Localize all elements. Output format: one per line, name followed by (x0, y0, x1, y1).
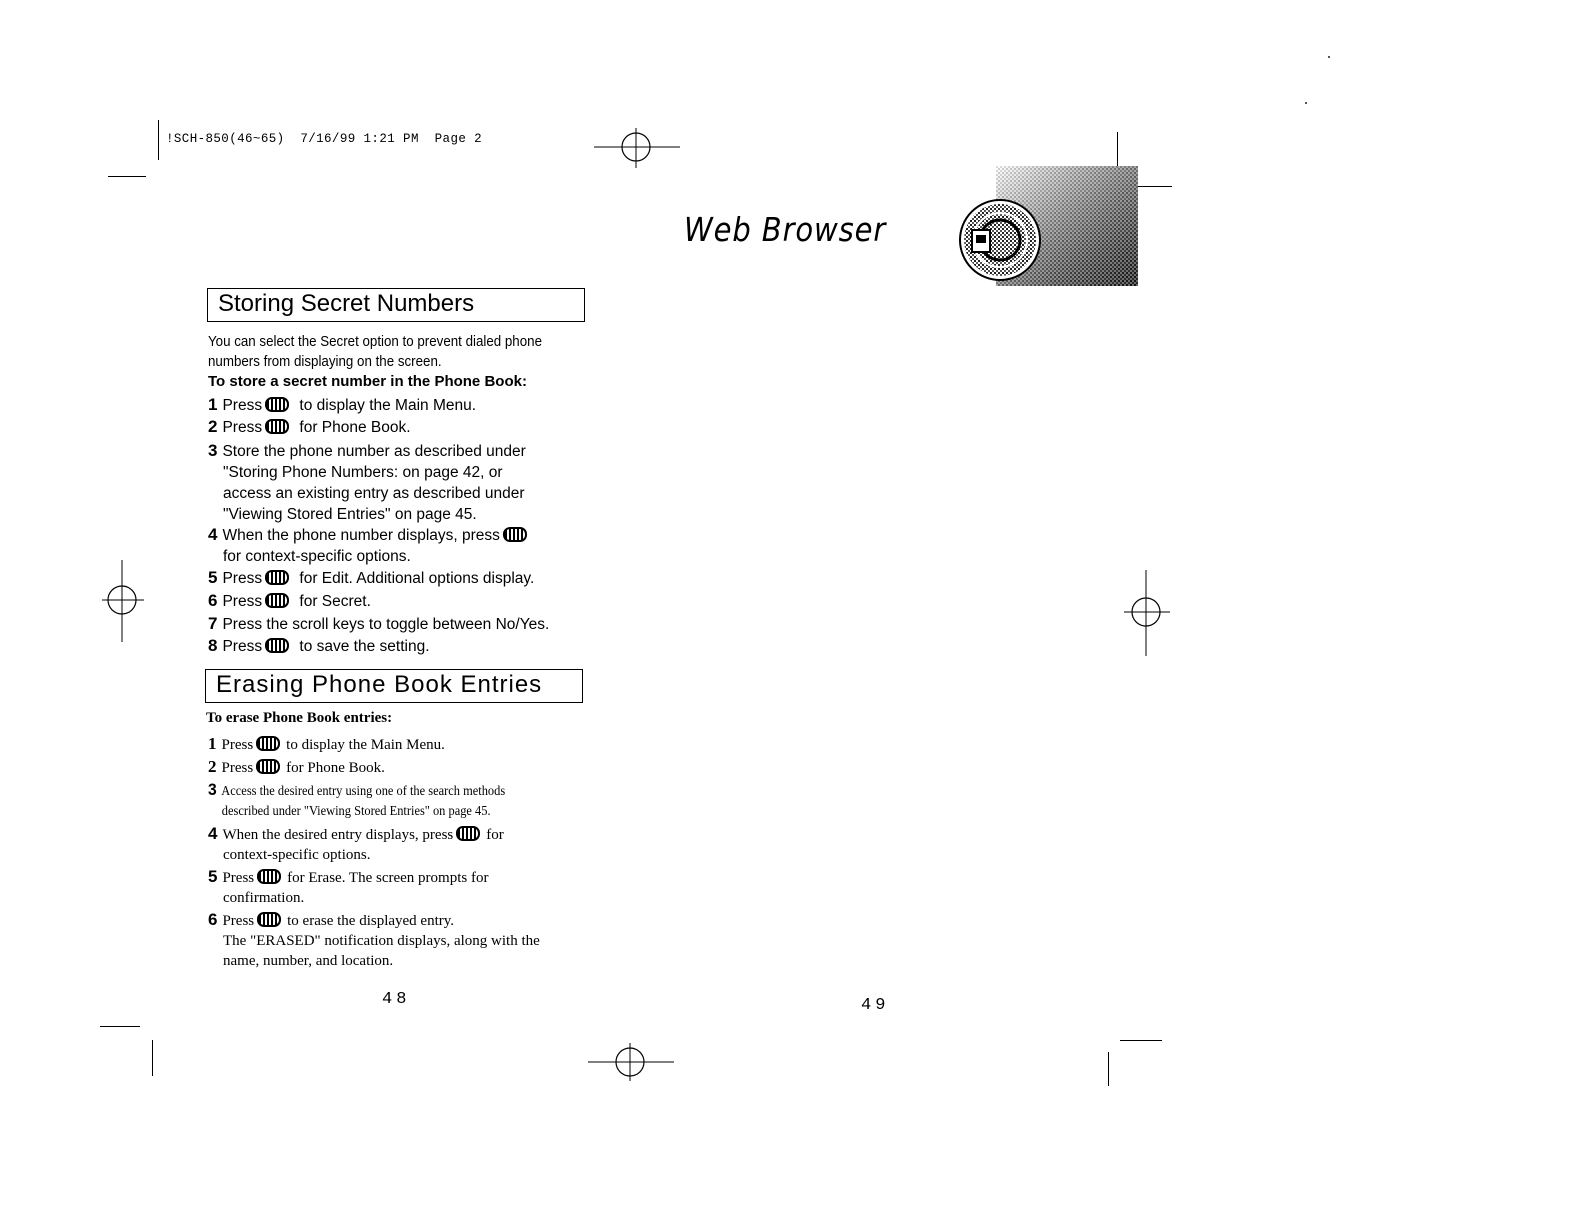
step-text: access an existing entry as described under (223, 485, 525, 502)
registration-mark-icon (594, 126, 680, 170)
step-item (208, 780, 505, 821)
menu-key-icon (503, 527, 527, 542)
key-3-icon (265, 570, 289, 585)
key-1-icon (265, 419, 289, 434)
step-text: to display the Main Menu. (286, 737, 445, 753)
intro-text: You can select the Secret option to prevent dialed phone numbers from displaying on the screen. (208, 334, 542, 370)
menu-key-icon (456, 826, 480, 841)
step-text: to display the Main Menu. (295, 397, 477, 414)
store-key-icon (265, 638, 289, 653)
section-heading-box (207, 288, 585, 322)
step-item (208, 567, 534, 589)
section-heading: Storing Secret Numbers (218, 290, 475, 317)
print-header: !SCH-850(46~65) 7/16/99 1:21 PM Page 2 (166, 132, 483, 146)
step-text: for context-specific options. (223, 548, 411, 565)
step-item (208, 440, 526, 525)
step-text: Press (221, 737, 254, 753)
step-item (208, 590, 371, 612)
step-text: name, number, and location. (223, 953, 394, 969)
registration-mark-icon (1124, 570, 1170, 656)
step-text: to save the setting. (295, 638, 430, 655)
step-item (208, 524, 533, 567)
step-text: Press (222, 593, 263, 610)
step-item (208, 394, 476, 416)
step-number: 6 (208, 910, 218, 929)
section-heading: Erasing Phone Book Entries (216, 671, 543, 698)
step-text: When the phone number displays, press (222, 527, 500, 544)
step-item (208, 416, 411, 438)
step-text: "Storing Phone Numbers: on page 42, or (223, 464, 503, 481)
step-text: Press (222, 913, 255, 929)
speck (1305, 102, 1307, 104)
step-text: for Phone Book. (286, 760, 385, 776)
step-number: 3 (208, 780, 217, 799)
menu-key-icon (256, 736, 280, 751)
crop-mark (1108, 1052, 1109, 1086)
step-text: Press (222, 570, 263, 587)
chapter-title: Web Browser (684, 210, 887, 249)
step-text: Press (222, 419, 263, 436)
key-4-icon (265, 593, 289, 608)
crop-mark (108, 176, 146, 177)
key-6-icon (257, 912, 281, 927)
step-number: 5 (208, 568, 218, 587)
step-number: 2 (208, 757, 217, 776)
key-1-icon (256, 759, 280, 774)
step-number: 3 (208, 441, 218, 460)
step-item (208, 613, 549, 635)
step-text: Press (222, 870, 255, 886)
step-item (208, 756, 385, 779)
key-6-icon (257, 869, 281, 884)
step-text: Store the phone number as described under (222, 443, 526, 460)
intro-paragraph (208, 332, 558, 372)
step-number: 1 (208, 395, 218, 414)
page-number-right: 49 (861, 996, 890, 1015)
step-text: When the desired entry displays, press (222, 827, 454, 843)
crop-mark (152, 1040, 153, 1076)
step-number: 5 (208, 867, 218, 886)
step-text: Access the desired entry using one of the search methods (221, 783, 506, 798)
step-text: described under "Viewing Stored Entries" on page 45. (221, 803, 491, 818)
step-text: context-specific options. (223, 847, 371, 863)
step-number: 4 (208, 824, 218, 843)
step-text: "Viewing Stored Entries" on page 45. (223, 506, 477, 523)
step-item (208, 733, 445, 756)
step-number: 7 (208, 614, 218, 633)
step-item (208, 635, 430, 657)
step-text: Press (221, 760, 254, 776)
step-number: 8 (208, 636, 218, 655)
speck (1328, 56, 1330, 58)
registration-mark-icon (102, 560, 144, 642)
step-text: for Phone Book. (295, 419, 411, 436)
menu-key-icon (265, 397, 289, 412)
page-number-left: 48 (382, 990, 411, 1009)
crop-mark (1120, 1040, 1162, 1041)
step-number: 2 (208, 417, 218, 436)
subheading: To erase Phone Book entries: (206, 710, 393, 726)
step-text: for (486, 827, 504, 843)
step-text: for Edit. Additional options display. (295, 570, 535, 587)
browser-globe-icon (958, 160, 1140, 290)
step-item (208, 824, 504, 865)
step-text: Press (222, 638, 263, 655)
step-text: confirmation. (223, 890, 305, 906)
step-text: for Secret. (295, 593, 371, 610)
section-heading-box (205, 669, 583, 703)
step-number: 1 (208, 734, 217, 753)
crop-mark (100, 1026, 140, 1027)
step-item (208, 867, 488, 908)
subheading: To store a secret number in the Phone Book: (208, 373, 527, 390)
step-text: for Erase. The screen prompts for (287, 870, 489, 886)
step-number: 6 (208, 591, 218, 610)
step-text: The "ERASED" notification displays, along with the (223, 933, 540, 949)
step-text: Press (222, 397, 263, 414)
crop-mark (158, 120, 159, 160)
step-text: to erase the displayed entry. (287, 913, 455, 929)
step-number: 4 (208, 525, 218, 544)
step-text: Press the scroll keys to toggle between No/Yes. (222, 616, 550, 633)
registration-mark-icon (588, 1043, 674, 1081)
step-item (208, 910, 540, 971)
